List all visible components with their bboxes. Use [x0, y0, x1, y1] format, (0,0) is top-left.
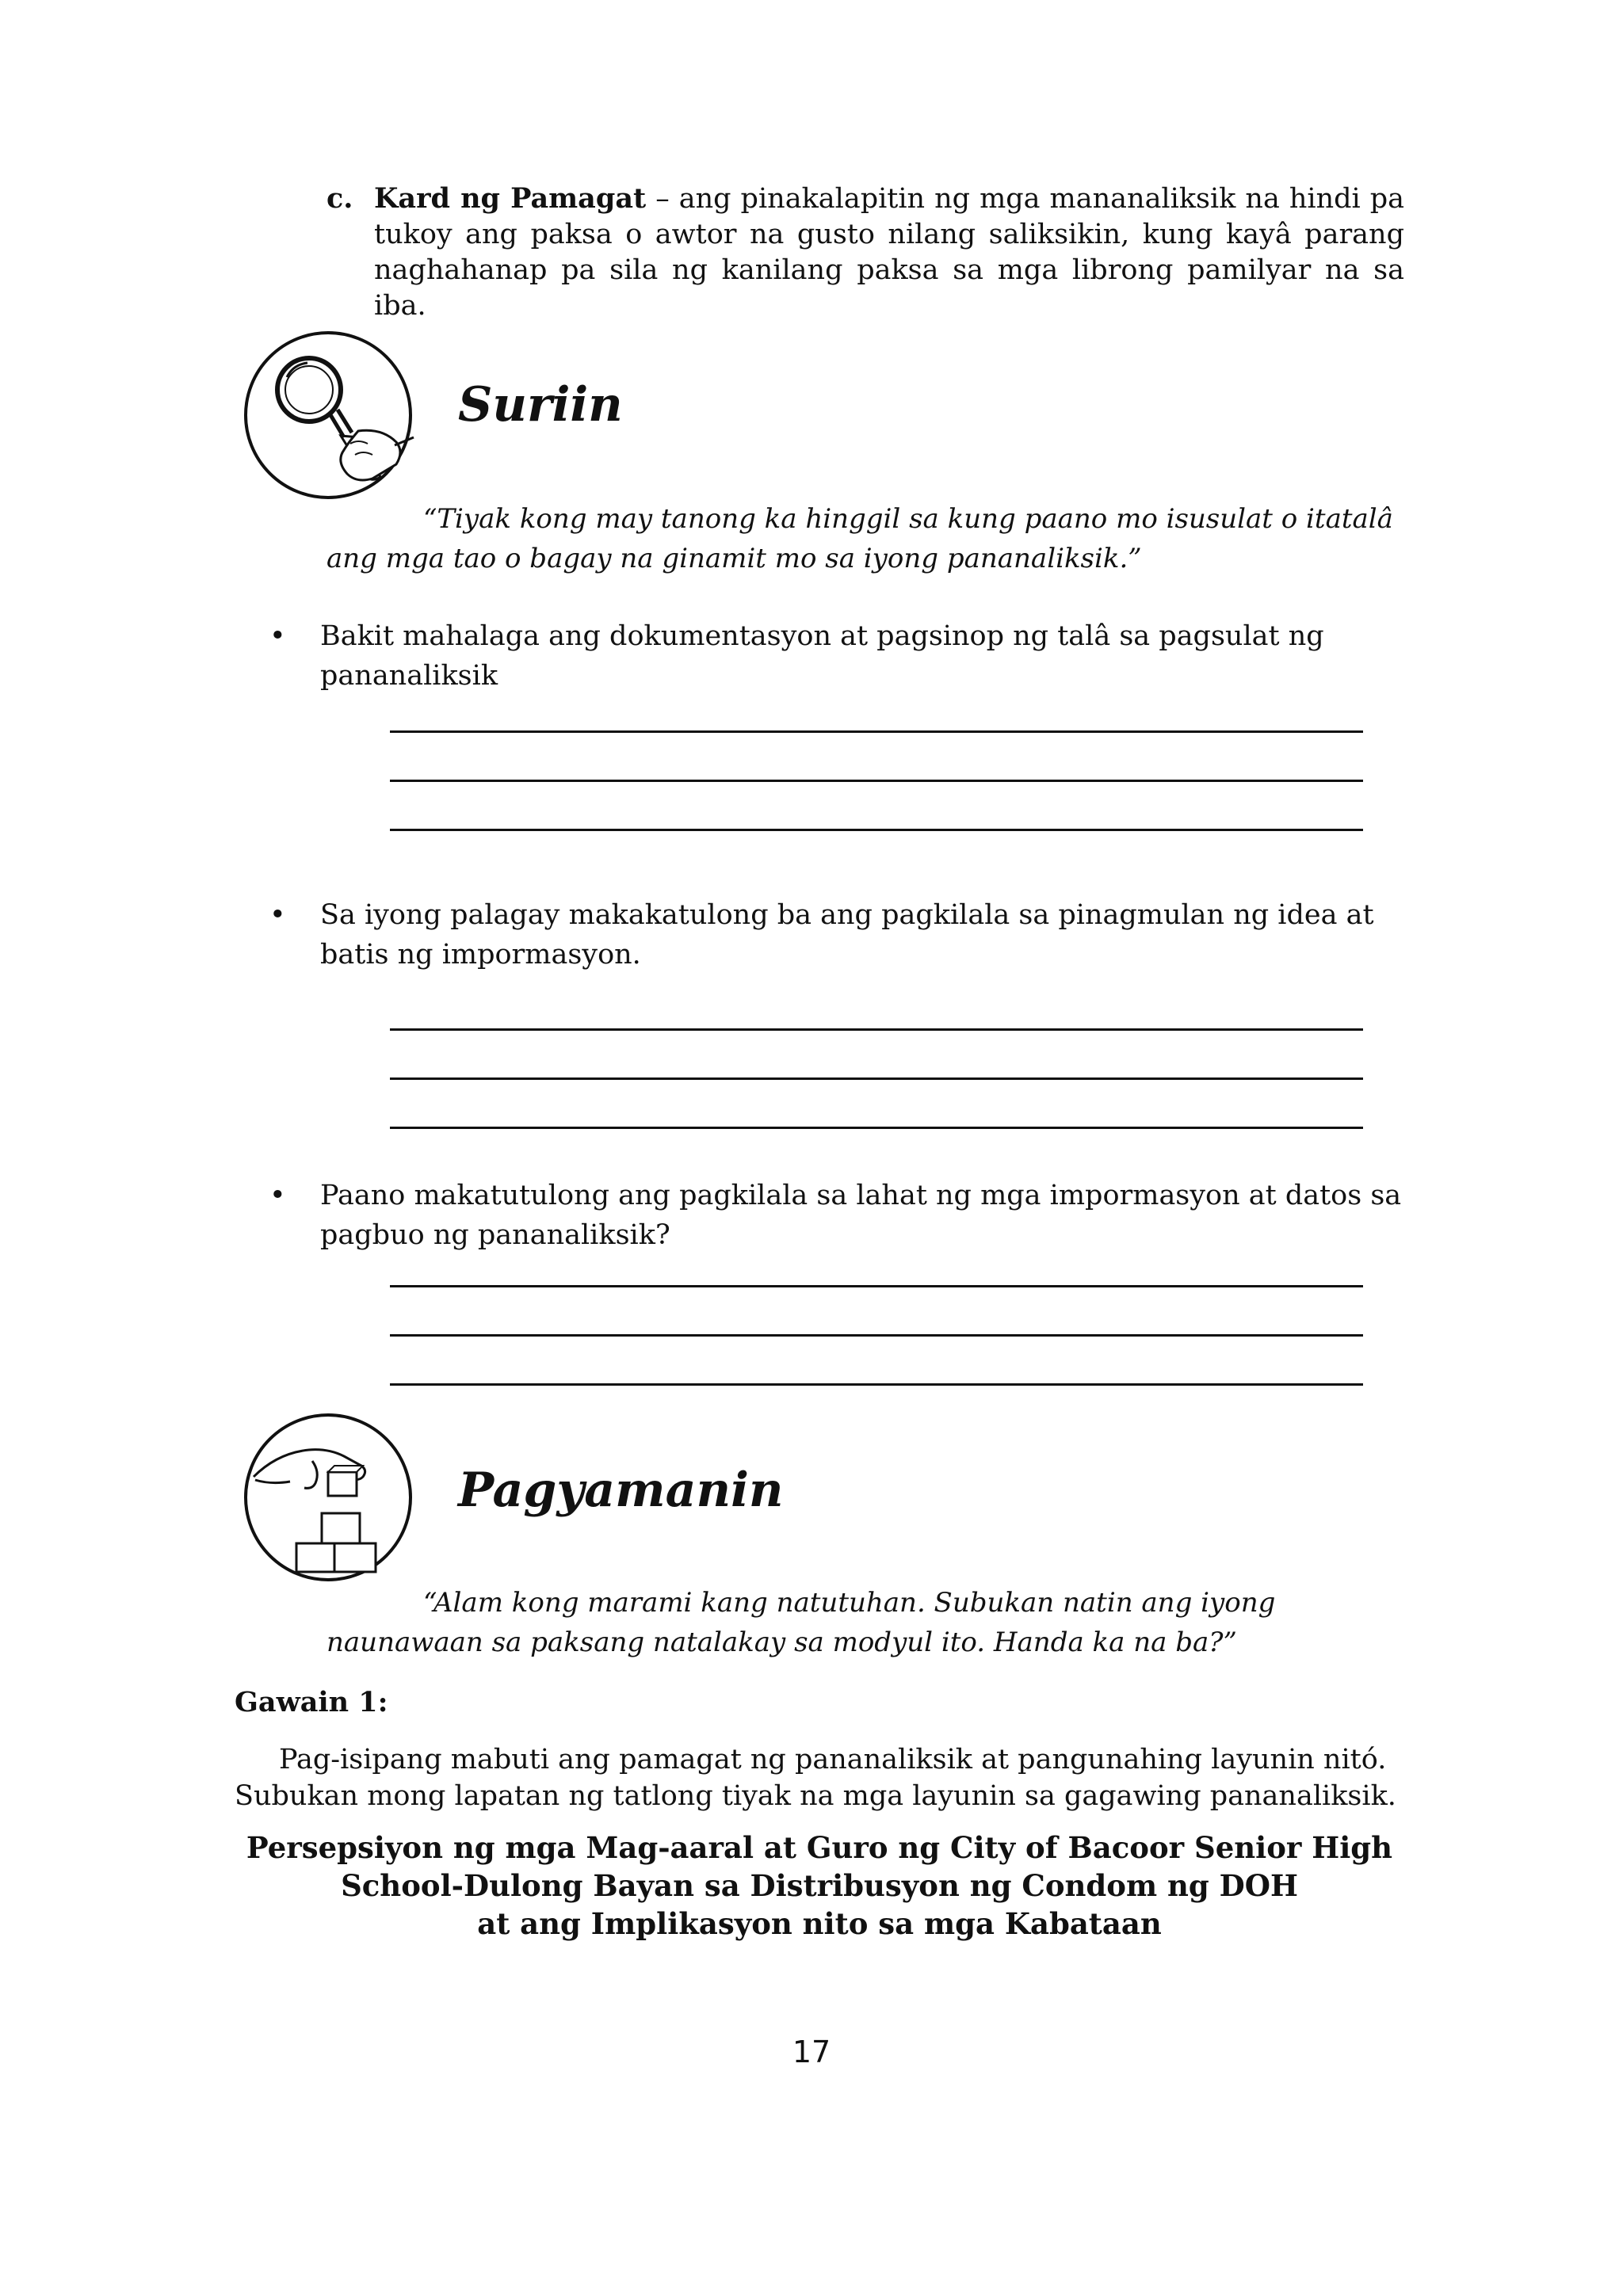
question-1-text: Bakit mahalaga ang dokumentasyon at pagsinop ng talâ sa pagsulat ng pananaliksik — [320, 620, 1324, 692]
question-3 — [269, 1176, 1411, 1255]
answer-line[interactable] — [390, 829, 1363, 831]
gawain-title: Gawain 1: — [235, 1686, 388, 1718]
answer-line[interactable] — [390, 780, 1363, 782]
answer-line[interactable] — [390, 1285, 1363, 1287]
question-3-text: Paano makatutulong ang pagkilala sa lahat ng mga impormasyon at datos sa pagbuo ng pananaliksik? — [320, 1180, 1402, 1251]
research-title-line3: at ang Implikasyon nito sa mga Kabataan — [477, 1906, 1162, 1941]
pagyamanin-quote — [327, 1583, 1436, 1662]
research-title — [235, 1829, 1404, 1943]
item-c-term: Kard ng Pamagat — [374, 182, 647, 215]
pagyamanin-quote-line2: naunawaan sa paksang natalakay sa modyul ito. Handa ka na ba?” — [327, 1627, 1237, 1658]
section-title-pagyamanin: Pagyamanin — [458, 1463, 784, 1518]
research-title-line2: School-Dulong Bayan sa Distribusyon ng Condom ng DOH — [341, 1868, 1298, 1903]
question-2-text: Sa iyong palagay makakatulong ba ang pagkilala sa pinagmulan ng idea at batis ng impormasyon. — [320, 899, 1374, 971]
section-title-suriin: Suriin — [458, 377, 623, 433]
suriin-quote-line2: ang mga tao o bagay na ginamit mo sa iyong pananaliksik.” — [327, 543, 1142, 574]
gawain-instruction — [235, 1741, 1404, 1814]
answer-line[interactable] — [390, 1127, 1363, 1129]
item-c-text: – ang pinakalapitin ng mga mananaliksik na hindi pa tukoy ang paksa o awtor na gusto nilang saliksikin, kung kayâ parang naghahanap pa sila ng kanilang paksa sa mga librong pamilyar na sa iba. — [374, 183, 1405, 322]
page-number: 17 — [792, 2035, 831, 2069]
pagyamanin-quote-line1: “Alam kong marami kang natutuhan. Subukan natin ang iyong — [423, 1587, 1276, 1619]
bullet-icon: • — [269, 620, 286, 652]
answer-line[interactable] — [390, 730, 1363, 733]
gawain-instruction-line1: Pag-isipang mabuti ang pamagat ng pananaliksik at pangunahing layunin nitó. — [279, 1744, 1387, 1775]
answer-line[interactable] — [390, 1077, 1363, 1080]
gawain-instruction-line2: Subukan mong lapatan ng tatlong tiyak na mga layunin sa gagawing pananaliksik. — [235, 1780, 1396, 1812]
question-2 — [269, 895, 1411, 974]
suriin-quote — [327, 499, 1436, 578]
research-title-line1: Persepsiyon ng mga Mag-aaral at Guro ng City of Bacoor Senior High — [246, 1830, 1393, 1865]
answer-line[interactable] — [390, 1028, 1363, 1031]
item-c-kard-ng-pamagat — [327, 181, 1404, 324]
bullet-icon: • — [269, 899, 286, 931]
item-c-body — [374, 181, 1404, 324]
item-c-marker: c. — [327, 182, 353, 215]
answer-line[interactable] — [390, 1383, 1363, 1386]
hand-stacking-blocks-icon — [239, 1409, 418, 1587]
question-1 — [269, 616, 1411, 696]
bullet-icon: • — [269, 1180, 286, 1211]
answer-line[interactable] — [390, 1334, 1363, 1337]
magnifying-glass-icon — [239, 326, 418, 505]
suriin-quote-line1: “Tiyak kong may tanong ka hinggil sa kung paano mo isusulat o itatalâ — [423, 503, 1393, 535]
